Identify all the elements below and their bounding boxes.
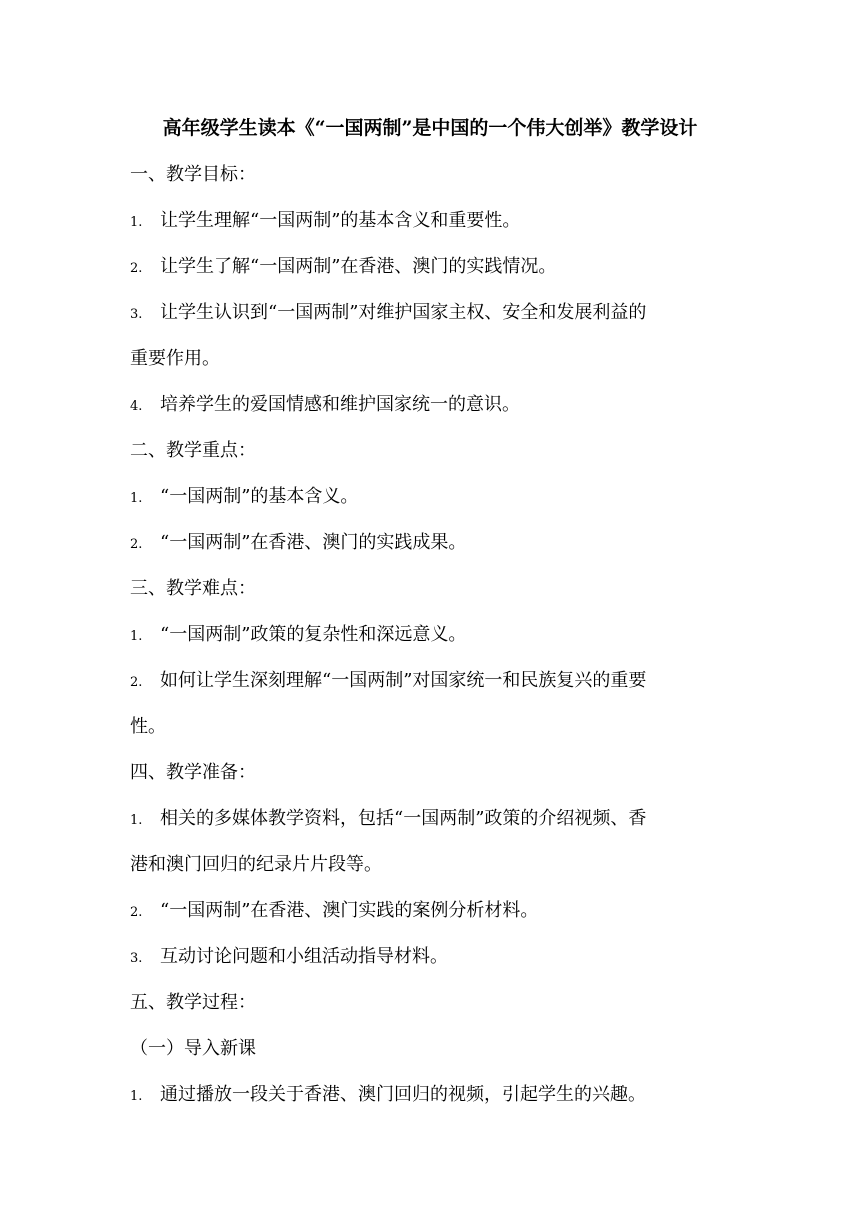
section-heading-key-points [130,433,735,469]
line-text: 港和澳门回归的纪录片片段等。 [130,854,382,875]
list-number: 1. [130,813,143,828]
list-item-continuation [130,847,735,883]
line-text: 一、教学目标： [130,164,256,185]
line-text: 五、教学过程： [130,992,256,1013]
line-text: 让学生了解“一国两制”在香港、澳门的实践情况。 [160,256,557,277]
list-number: 3. [130,307,143,322]
line-text: 通过播放一段关于香港、澳门回归的视频，引起学生的兴趣。 [160,1084,646,1105]
line-text: 重要作用。 [130,348,220,369]
list-number: 2. [130,261,143,276]
list-number: 1. [130,215,143,230]
line-text: 性。 [130,716,166,737]
line-text: 四、教学准备： [130,762,256,783]
line-text: “一国两制”的基本含义。 [160,486,359,507]
list-item [130,939,735,975]
line-text: 相关的多媒体教学资料，包括“一国两制”政策的介绍视频、香 [160,808,647,829]
line-text: 如何让学生深刻理解“一国两制”对国家统一和民族复兴的重要 [160,670,647,691]
line-text: “一国两制”在香港、澳门的实践成果。 [160,532,467,553]
list-item [130,801,735,837]
list-item [130,387,735,423]
line-text: “一国两制”政策的复杂性和深远意义。 [160,624,467,645]
section-heading-objectives [130,157,735,193]
line-text: 互动讨论问题和小组活动指导材料。 [160,946,448,967]
line-text: 让学生理解“一国两制”的基本含义和重要性。 [160,210,521,231]
list-number: 2. [130,905,143,920]
list-number: 1. [130,1089,143,1104]
list-item [130,893,735,929]
subsection-heading [130,1031,735,1067]
list-item [130,617,735,653]
list-number: 1. [130,491,143,506]
section-heading-difficulties [130,571,735,607]
section-heading-preparation [130,755,735,791]
list-number: 1. [130,629,143,644]
section-heading-process [130,985,735,1021]
line-text: 三、教学难点： [130,578,256,599]
list-item-continuation [130,341,735,377]
list-item [130,525,735,561]
line-text: “一国两制”在香港、澳门实践的案例分析材料。 [160,900,539,921]
document-title: 高年级学生读本《“一国两制”是中国的一个伟大创举》教学设计 [162,117,698,139]
list-number: 3. [130,951,143,966]
list-item [130,1077,735,1113]
list-item [130,479,735,515]
list-item [130,295,735,331]
list-number: 2. [130,537,143,552]
line-text: 培养学生的爱国情感和维护国家统一的意识。 [160,394,520,415]
list-number: 4. [130,399,143,414]
list-number: 2. [130,675,143,690]
list-item [130,249,735,285]
list-item-continuation [130,709,735,745]
line-text: 让学生认识到“一国两制”对维护国家主权、安全和发展利益的 [160,302,647,323]
document-body [130,157,735,1123]
list-item [130,203,735,239]
line-text: 二、教学重点： [130,440,256,461]
list-item [130,663,735,699]
line-text: （一）导入新课 [130,1038,256,1059]
